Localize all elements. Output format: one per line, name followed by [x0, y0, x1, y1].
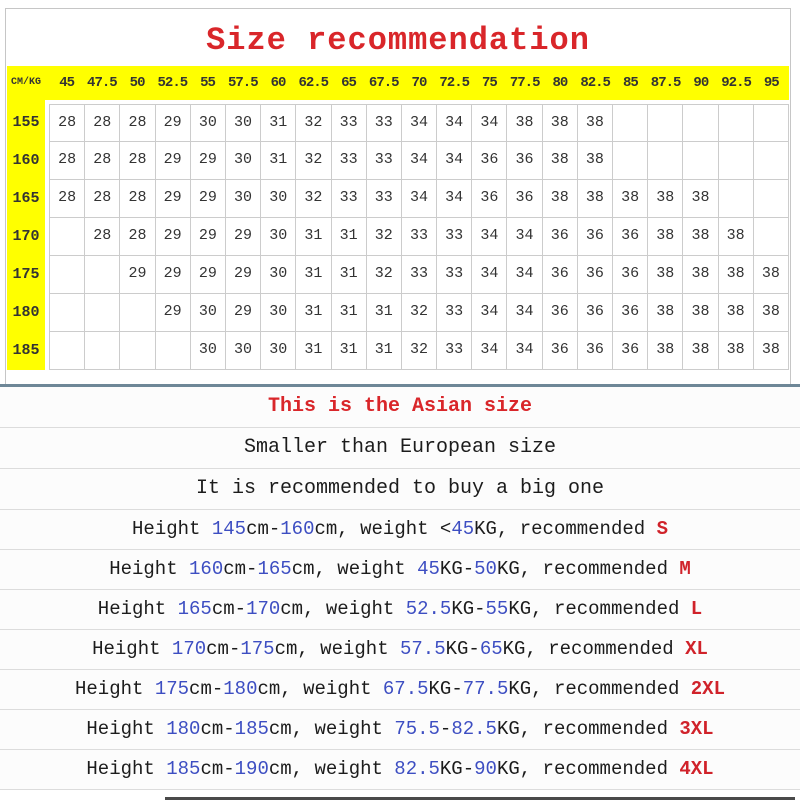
- text-segment: KG, recommended: [496, 558, 680, 580]
- size-cell: 28: [49, 180, 85, 218]
- text-segment: cm, weight: [274, 638, 400, 660]
- size-cell: [85, 294, 120, 332]
- size-cell: 38: [683, 180, 718, 218]
- table-row: [7, 142, 789, 180]
- size-cell: 34: [507, 294, 542, 332]
- note-headline: This is the Asian size: [0, 387, 800, 428]
- height-row-header: 155: [12, 114, 40, 131]
- size-cell: 36: [578, 332, 613, 370]
- text-segment: Height: [86, 718, 167, 740]
- text-segment: KG, recommended: [502, 638, 686, 660]
- size-cell: 32: [367, 256, 402, 294]
- text-segment: KG-: [439, 558, 475, 580]
- size-cell: 28: [49, 104, 85, 142]
- size-cell: [613, 142, 648, 180]
- size-cell: 38: [648, 218, 683, 256]
- measurement-value: 45: [417, 558, 440, 580]
- size-cell: 29: [156, 142, 191, 180]
- recommendation-line: [0, 710, 800, 750]
- size-cell: [754, 142, 789, 180]
- text-segment: -: [439, 718, 452, 740]
- size-cell: 34: [402, 180, 437, 218]
- measurement-value: 82.5: [451, 718, 497, 740]
- size-cell: 29: [226, 256, 261, 294]
- measurement-value: 165: [177, 598, 212, 620]
- table-row: [7, 180, 789, 218]
- note-line-2: Smaller than European size: [0, 428, 800, 469]
- text-segment: KG-: [428, 678, 463, 700]
- size-cell: 33: [437, 294, 472, 332]
- size-cell: 38: [648, 180, 683, 218]
- size-cell: 29: [156, 256, 191, 294]
- size-cell: 33: [332, 142, 367, 180]
- size-cell: [754, 180, 789, 218]
- measurement-value: 175: [240, 638, 275, 660]
- weight-column-header: 50: [129, 75, 145, 91]
- size-cell: 28: [120, 218, 155, 256]
- size-cell: 31: [261, 142, 296, 180]
- size-cell: 31: [367, 332, 402, 370]
- recommendation-list: [0, 510, 800, 790]
- measurement-value: 190: [234, 758, 269, 780]
- size-cell: [49, 218, 85, 256]
- size-cell: 29: [226, 294, 261, 332]
- measurement-value: 145: [211, 518, 247, 540]
- size-cell: 31: [261, 104, 296, 142]
- size-cell: 29: [156, 218, 191, 256]
- text-segment: KG-: [439, 758, 475, 780]
- size-cell: 29: [120, 256, 155, 294]
- size-cell: 29: [226, 218, 261, 256]
- text-segment: cm, weight <: [314, 518, 452, 540]
- size-cell: 38: [683, 332, 718, 370]
- size-code: L: [690, 598, 703, 620]
- size-cell: [49, 332, 85, 370]
- size-cell: 33: [437, 256, 472, 294]
- size-cell: 28: [85, 142, 120, 180]
- weight-column-header: 80: [552, 75, 568, 91]
- size-code: XL: [685, 638, 708, 660]
- height-row-header: 170: [12, 228, 40, 245]
- table-row: [7, 218, 789, 256]
- measurement-value: 165: [257, 558, 292, 580]
- size-cell: 34: [402, 104, 437, 142]
- size-cell: [613, 104, 648, 142]
- size-cell: [49, 256, 85, 294]
- measurement-value: 160: [280, 518, 315, 540]
- size-cell: [719, 180, 754, 218]
- size-cell: 32: [296, 142, 331, 180]
- text-segment: cm, weight: [268, 718, 395, 740]
- size-cell: 31: [296, 256, 331, 294]
- size-cell: 30: [191, 104, 226, 142]
- size-code: 3XL: [679, 718, 714, 740]
- size-cell: [85, 332, 120, 370]
- size-cell: 38: [578, 142, 613, 180]
- size-cell: 31: [332, 294, 367, 332]
- size-cell: [719, 142, 754, 180]
- text-segment: cm-: [246, 518, 281, 540]
- size-cell: 34: [472, 104, 507, 142]
- size-cell: 38: [683, 256, 718, 294]
- weight-column-header: 45: [59, 75, 75, 91]
- height-row-header: 180: [12, 304, 40, 321]
- size-cell: 34: [472, 294, 507, 332]
- recommendation-line: [0, 550, 800, 590]
- size-cell: 33: [402, 256, 437, 294]
- measurement-value: 50: [474, 558, 497, 580]
- size-cell: 38: [683, 218, 718, 256]
- weight-column-header: 47.5: [87, 75, 117, 91]
- weight-column-header: 75: [482, 75, 497, 91]
- size-cell: [683, 104, 718, 142]
- measurement-value: 180: [223, 678, 258, 700]
- size-cell: 36: [472, 142, 507, 180]
- size-cell: 34: [507, 256, 542, 294]
- size-cell: 34: [507, 218, 542, 256]
- size-cell: 33: [332, 180, 367, 218]
- measurement-value: 77.5: [462, 678, 509, 700]
- size-cell: 36: [578, 256, 613, 294]
- size-cell: 33: [367, 104, 402, 142]
- size-cell: 36: [613, 294, 648, 332]
- text-segment: cm-: [200, 758, 235, 780]
- size-cell: 31: [367, 294, 402, 332]
- text-segment: Height: [92, 638, 172, 660]
- text-segment: KG, recommended: [508, 598, 691, 620]
- size-table: [7, 66, 789, 370]
- weight-column-header: 82.5: [580, 75, 610, 91]
- size-cell: 32: [402, 332, 437, 370]
- size-cell: 38: [754, 256, 789, 294]
- size-cell: 34: [472, 218, 507, 256]
- size-cell: 28: [120, 104, 155, 142]
- size-cell: [754, 218, 789, 256]
- measurement-value: 170: [171, 638, 207, 660]
- size-cell: 32: [367, 218, 402, 256]
- measurement-value: 55: [485, 598, 509, 620]
- weight-column-header: 65: [341, 75, 356, 91]
- table-row: [7, 256, 789, 294]
- size-cell: 28: [85, 104, 120, 142]
- text-segment: cm-: [223, 558, 258, 580]
- size-notes-section: [0, 387, 800, 790]
- size-cell: 34: [437, 142, 472, 180]
- text-segment: KG-: [451, 598, 486, 620]
- recommendation-line: [0, 750, 800, 790]
- text-segment: cm, weight: [268, 758, 395, 780]
- size-cell: 30: [261, 218, 296, 256]
- table-row: [7, 332, 789, 370]
- measurement-value: 185: [166, 758, 201, 780]
- weight-column-header: 62.5: [298, 75, 329, 91]
- size-cell: 28: [120, 180, 155, 218]
- size-cell: 36: [543, 332, 578, 370]
- size-cell: 38: [719, 256, 754, 294]
- weight-column-header: 90: [693, 75, 709, 91]
- size-cell: 28: [85, 218, 120, 256]
- recommendation-line: [0, 630, 800, 670]
- size-cell: 38: [613, 180, 648, 218]
- size-cell: 31: [332, 256, 367, 294]
- height-row-header: 185: [12, 342, 40, 359]
- weight-column-header: 60: [270, 75, 286, 91]
- size-cell: 34: [402, 142, 437, 180]
- recommendation-line: [0, 670, 800, 710]
- weight-column-header: 85: [622, 75, 638, 91]
- weight-column-header: 52.5: [157, 75, 188, 91]
- size-cell: 36: [613, 218, 648, 256]
- size-cell: 31: [296, 332, 331, 370]
- size-cell: 36: [543, 218, 578, 256]
- measurement-value: 180: [166, 718, 201, 740]
- height-row-header: 175: [12, 266, 40, 283]
- size-cell: 36: [613, 256, 648, 294]
- text-segment: cm-: [200, 718, 235, 740]
- size-cell: 38: [578, 104, 613, 142]
- table-row: [7, 104, 789, 142]
- size-cell: 36: [507, 180, 542, 218]
- size-cell: 38: [754, 332, 789, 370]
- size-cell: [648, 104, 683, 142]
- size-cell: 36: [543, 256, 578, 294]
- page-title: Size recommendation: [206, 22, 590, 59]
- size-cell: 38: [543, 180, 578, 218]
- text-segment: KG, recommended: [496, 758, 680, 780]
- text-segment: Height: [97, 598, 178, 620]
- size-cell: 29: [156, 294, 191, 332]
- text-segment: cm-: [211, 598, 247, 620]
- table-header-row: [7, 66, 789, 100]
- size-table-panel: [5, 8, 791, 385]
- size-cell: 38: [719, 294, 754, 332]
- measurement-value: 160: [189, 558, 224, 580]
- size-cell: 29: [191, 142, 226, 180]
- size-cell: 33: [437, 332, 472, 370]
- size-cell: [754, 104, 789, 142]
- size-cell: 38: [648, 256, 683, 294]
- size-cell: 30: [261, 256, 296, 294]
- size-cell: 30: [191, 294, 226, 332]
- weight-column-header: 92.5: [721, 75, 751, 91]
- size-cell: 34: [437, 180, 472, 218]
- size-cell: [719, 104, 754, 142]
- size-cell: 30: [226, 332, 261, 370]
- size-cell: 36: [472, 180, 507, 218]
- size-cell: 30: [226, 104, 261, 142]
- weight-column-header: 70: [411, 75, 427, 91]
- size-cell: 36: [578, 294, 613, 332]
- measurement-value: 82.5: [394, 758, 440, 780]
- size-cell: [683, 142, 718, 180]
- text-segment: cm-: [206, 638, 241, 660]
- size-cell: 29: [156, 180, 191, 218]
- size-cell: 38: [578, 180, 613, 218]
- weight-column-header: 77.5: [509, 75, 540, 91]
- size-cell: 33: [437, 218, 472, 256]
- text-segment: Height: [75, 678, 155, 700]
- size-cell: 29: [191, 256, 226, 294]
- weight-column-header: 57.5: [227, 75, 258, 91]
- text-segment: Height: [132, 518, 212, 540]
- measurement-value: 90: [474, 758, 497, 780]
- size-cell: 34: [507, 332, 542, 370]
- size-cell: 31: [332, 218, 367, 256]
- measurement-value: 175: [154, 678, 190, 700]
- size-cell: 38: [648, 294, 683, 332]
- text-segment: cm-: [189, 678, 224, 700]
- size-cell: 36: [613, 332, 648, 370]
- size-code: M: [679, 558, 691, 580]
- text-segment: Height: [86, 758, 167, 780]
- size-cell: 29: [191, 180, 226, 218]
- size-cell: 38: [683, 294, 718, 332]
- size-cell: 38: [543, 104, 578, 142]
- corner-label: CM/KG: [10, 77, 41, 88]
- size-code: S: [656, 518, 668, 540]
- size-cell: 33: [367, 180, 402, 218]
- size-cell: [85, 256, 120, 294]
- weight-column-header: 72.5: [439, 75, 469, 91]
- height-row-header: 160: [12, 152, 40, 169]
- text-segment: KG-: [445, 638, 480, 660]
- size-cell: 36: [543, 294, 578, 332]
- text-segment: cm, weight: [291, 558, 418, 580]
- text-segment: Height: [109, 558, 190, 580]
- size-cell: 36: [507, 142, 542, 180]
- size-cell: 30: [226, 180, 261, 218]
- size-cell: 38: [543, 142, 578, 180]
- size-cell: 30: [226, 142, 261, 180]
- measurement-value: 75.5: [394, 718, 440, 740]
- size-cell: 28: [120, 142, 155, 180]
- size-cell: 36: [578, 218, 613, 256]
- size-cell: 33: [367, 142, 402, 180]
- size-code: 4XL: [679, 758, 714, 780]
- size-cell: 38: [754, 294, 789, 332]
- size-cell: [648, 142, 683, 180]
- text-segment: KG, recommended: [496, 718, 680, 740]
- size-cell: 32: [296, 104, 331, 142]
- text-segment: cm, weight: [280, 598, 406, 620]
- size-cell: 31: [296, 218, 331, 256]
- height-row-header: 165: [12, 190, 40, 207]
- note-line-3: It is recommended to buy a big one: [0, 469, 800, 510]
- weight-column-header: 95: [763, 75, 779, 91]
- measurement-value: 67.5: [382, 678, 429, 700]
- size-cell: 29: [156, 104, 191, 142]
- weight-column-header: 87.5: [650, 75, 681, 91]
- size-cell: 30: [191, 332, 226, 370]
- recommendation-line: [0, 590, 800, 630]
- size-cell: 33: [402, 218, 437, 256]
- size-cell: 34: [472, 332, 507, 370]
- measurement-value: 45: [451, 518, 475, 540]
- text-segment: KG, recommended: [474, 518, 657, 540]
- size-cell: 38: [507, 104, 542, 142]
- size-cell: 34: [437, 104, 472, 142]
- size-cell: 28: [49, 142, 85, 180]
- recommendation-line: [0, 510, 800, 550]
- size-cell: 38: [719, 218, 754, 256]
- size-cell: 28: [85, 180, 120, 218]
- weight-column-header: 55: [200, 75, 215, 91]
- size-cell: [120, 332, 155, 370]
- measurement-value: 185: [234, 718, 269, 740]
- size-cell: 31: [332, 332, 367, 370]
- table-body: [7, 104, 789, 370]
- size-cell: 30: [261, 332, 296, 370]
- size-cell: 38: [719, 332, 754, 370]
- measurement-value: 65: [479, 638, 503, 660]
- size-cell: 33: [332, 104, 367, 142]
- text-segment: KG, recommended: [508, 678, 691, 700]
- measurement-value: 170: [246, 598, 281, 620]
- size-code: 2XL: [690, 678, 725, 700]
- size-cell: 34: [472, 256, 507, 294]
- size-cell: 32: [296, 180, 331, 218]
- size-cell: 30: [261, 180, 296, 218]
- size-cell: 29: [191, 218, 226, 256]
- table-row: [7, 294, 789, 332]
- size-cell: 32: [402, 294, 437, 332]
- size-cell: [120, 294, 155, 332]
- measurement-value: 57.5: [400, 638, 446, 660]
- size-cell: [49, 294, 85, 332]
- size-cell: [156, 332, 191, 370]
- size-cell: 38: [648, 332, 683, 370]
- text-segment: cm, weight: [257, 678, 383, 700]
- size-cell: 30: [261, 294, 296, 332]
- measurement-value: 52.5: [405, 598, 452, 620]
- weight-column-header: 67.5: [368, 75, 399, 91]
- size-cell: 31: [296, 294, 331, 332]
